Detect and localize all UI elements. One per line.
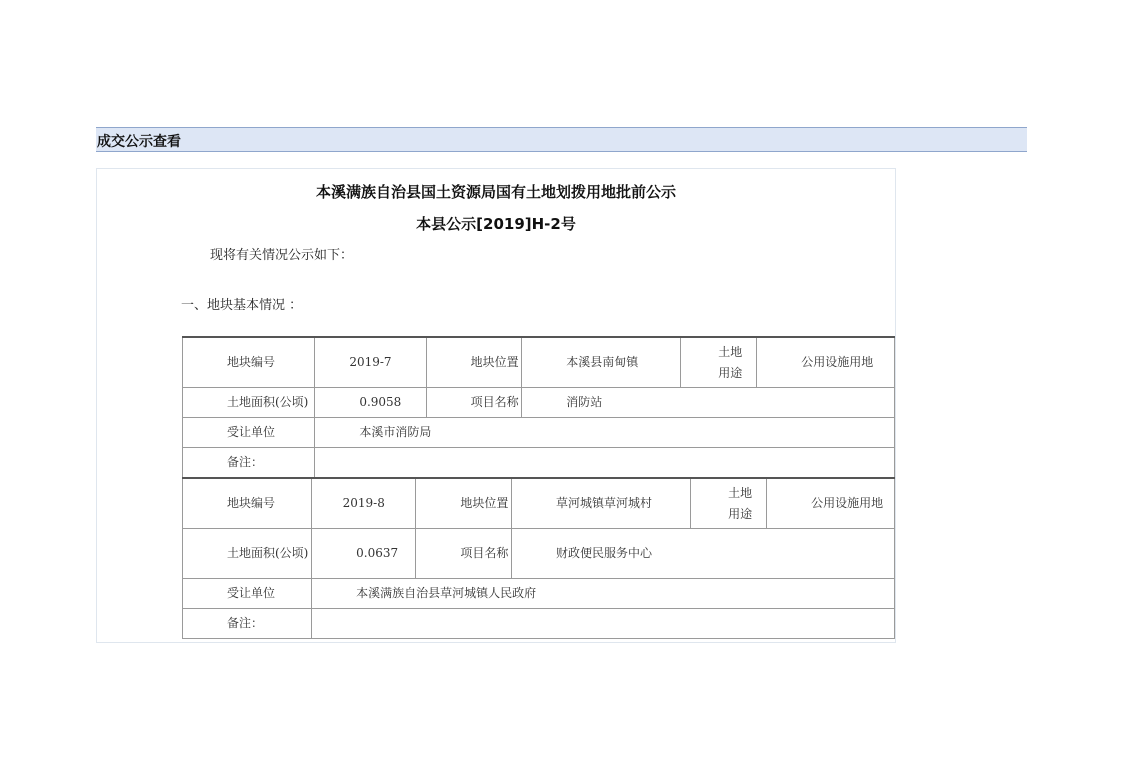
label-parcel-no: 地块编号 xyxy=(183,478,312,529)
label-area: 土地面积(公顷) xyxy=(183,388,315,418)
label-land-use-text: 土地用途 xyxy=(728,485,753,521)
label-location: 地块位置 xyxy=(416,478,512,529)
label-parcel-no: 地块编号 xyxy=(183,337,315,388)
label-remarks: 备注： xyxy=(183,448,315,478)
label-land-use xyxy=(681,337,757,388)
notice-number: 本县公示[2019]H-2号 xyxy=(416,215,576,233)
label-project-name: 项目名称 xyxy=(426,388,522,418)
page-title: 成交公示查看 xyxy=(97,134,181,150)
location-value: 草河城镇草河城村 xyxy=(512,478,691,529)
label-project-name: 项目名称 xyxy=(416,529,512,579)
label-area: 土地面积(公顷) xyxy=(183,529,312,579)
remarks-value xyxy=(315,448,895,478)
label-remarks: 备注： xyxy=(183,609,312,639)
land-use-value: 公用设施用地 xyxy=(757,337,895,388)
project-name-value: 财政便民服务中心 xyxy=(512,529,895,579)
land-use-value: 公用设施用地 xyxy=(767,478,895,529)
remarks-value xyxy=(312,609,895,639)
project-name-value: 消防站 xyxy=(522,388,895,418)
label-land-use xyxy=(691,478,767,529)
label-location: 地块位置 xyxy=(426,337,522,388)
notice-title: 本溪满族自治县国土资源局国有土地划拨用地批前公示 xyxy=(315,183,676,201)
label-recipient: 受让单位 xyxy=(183,579,312,609)
label-land-use-text: 土地用途 xyxy=(718,344,743,380)
recipient-value: 本溪满族自治县草河城镇人民政府 xyxy=(312,579,895,609)
area-value: 0.0637 xyxy=(312,529,416,579)
parcel-table-2 xyxy=(182,477,895,639)
notice-panel xyxy=(96,168,896,643)
area-value: 0.9058 xyxy=(315,388,426,418)
recipient-value: 本溪市消防局 xyxy=(315,418,895,448)
label-recipient: 受让单位 xyxy=(183,418,315,448)
notice-intro: 现将有关情况公示如下： xyxy=(210,248,354,263)
section-heading: 一、地块基本情况 ： xyxy=(181,298,303,313)
parcel-no-value: 2019-7 xyxy=(315,337,426,388)
page-header-bar xyxy=(96,127,1027,152)
location-value: 本溪县南甸镇 xyxy=(522,337,681,388)
parcel-no-value: 2019-8 xyxy=(312,478,416,529)
parcel-table-1 xyxy=(182,336,895,478)
